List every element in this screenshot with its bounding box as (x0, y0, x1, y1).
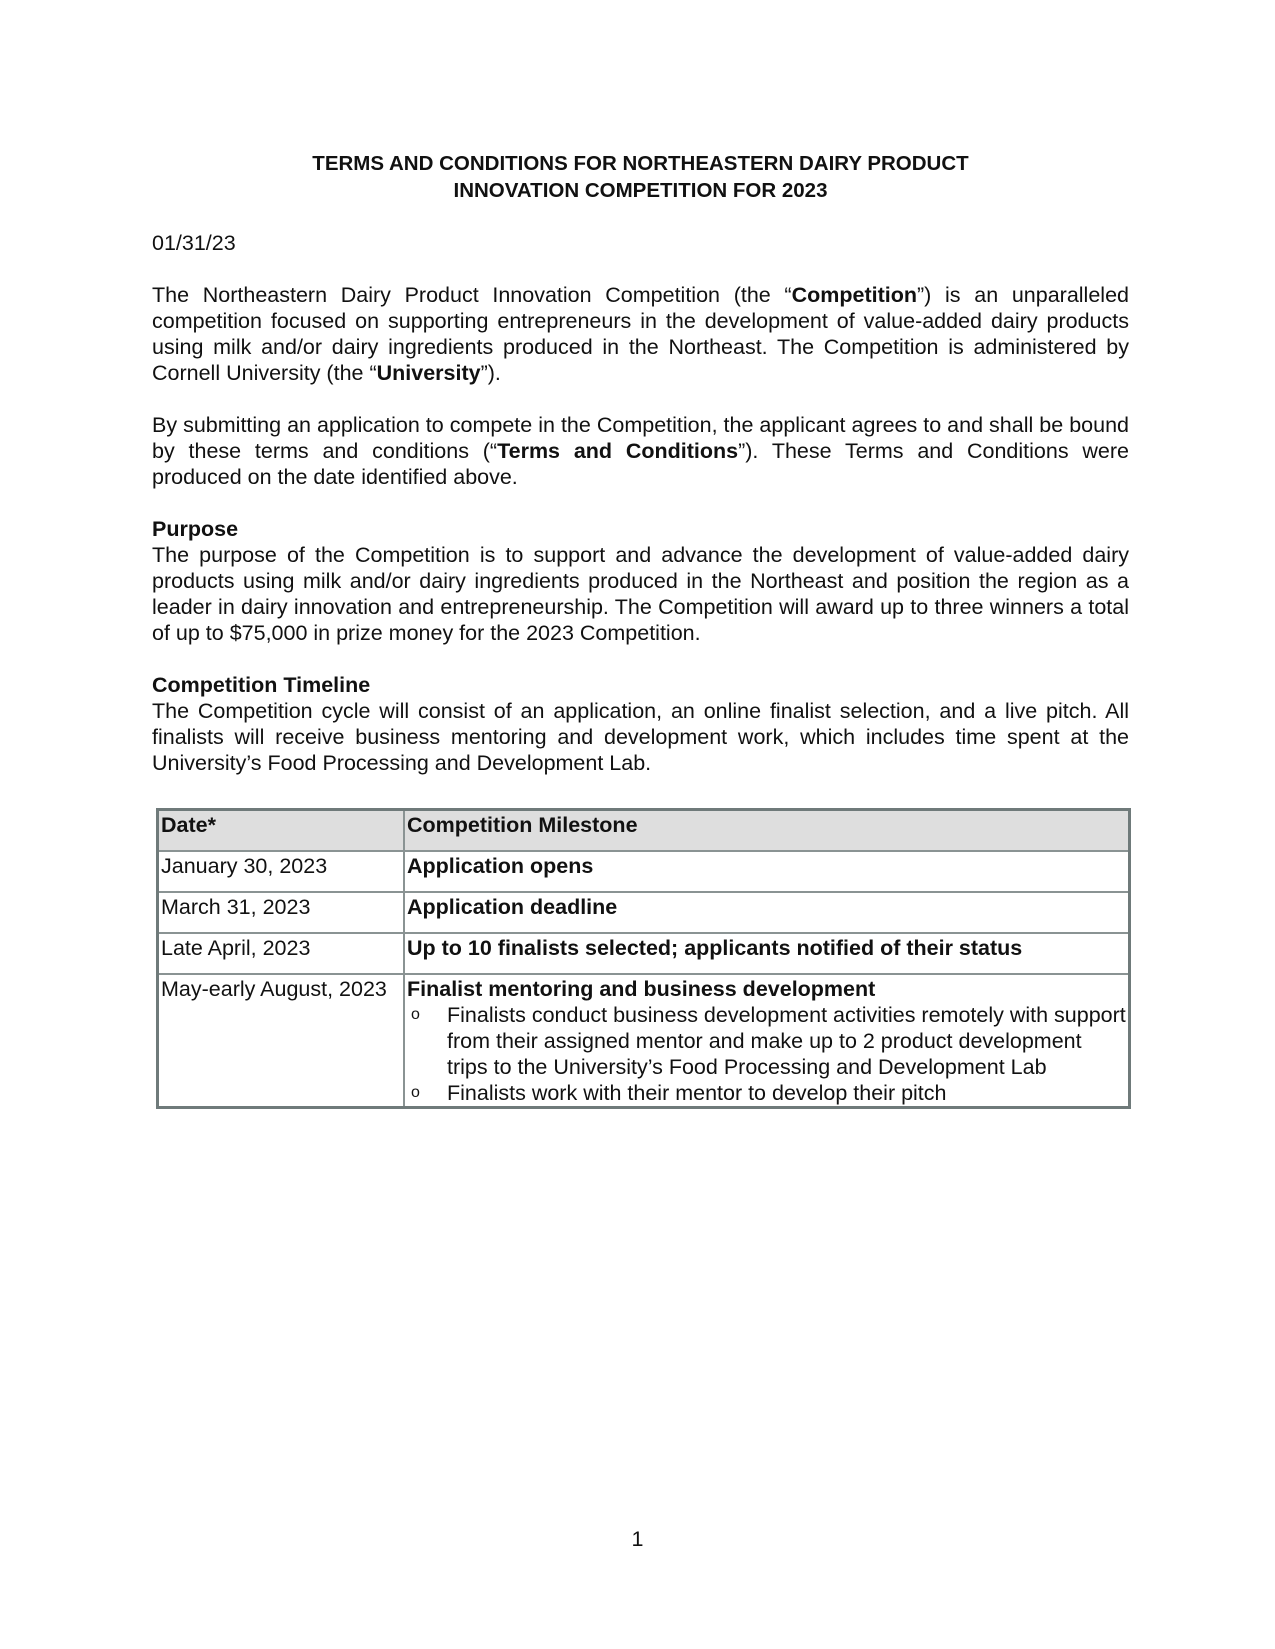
defined-term-university: University (376, 361, 481, 385)
cell-milestone: Application opens (404, 851, 1130, 892)
list-item-text: Finalists work with their mentor to develop their pitch (447, 1081, 947, 1105)
defined-term-competition: Competition (791, 283, 917, 307)
list-item-text: Finalists conduct business development activities remotely with support from their assigned mentor and make up to 2 product development trips to the University’s Food Processing and Development Lab (447, 1003, 1126, 1079)
table-row (158, 933, 1130, 974)
document-title (152, 150, 1129, 204)
hollow-bullet-icon: o (411, 1006, 420, 1023)
page-number: 1 (631, 1527, 644, 1551)
cell-milestone: Application deadline (404, 892, 1130, 933)
defined-term-terms-and-conditions: Terms and Conditions (497, 439, 739, 463)
section-heading-purpose: Purpose (152, 517, 239, 541)
cell-date: January 30, 2023 (158, 851, 405, 892)
text-run: ”) is an unparalleled competition focused on supporting entrepreneurs in the development of value-added dairy products using milk and/or dairy ingredients produced in the Northeast. The Competition is administered by Cornell University (the “ (152, 283, 1129, 385)
column-header-milestone: Competition Milestone (404, 810, 1130, 852)
section-heading-timeline: Competition Timeline (152, 673, 371, 697)
text-run: By submitting an application to compete in the Competition, the applicant agrees to and shall be bound by these terms and conditions (“ (152, 413, 1129, 463)
timeline-table (156, 808, 1131, 1109)
text-run: ”). (480, 361, 501, 385)
table-row (158, 892, 1130, 933)
document-page (152, 150, 1129, 776)
timeline-paragraph: The Competition cycle will consist of an application, an online finalist selection, and a live pitch. All finalists will receive business mentoring and development work, which includes time spent at the University’s Food Processing and Development Lab. (152, 699, 1129, 775)
title-line-2: INNOVATION COMPETITION FOR 2023 (453, 179, 828, 202)
cell-milestone (404, 974, 1130, 1108)
hollow-bullet-icon: o (411, 1084, 420, 1101)
list-item (407, 1002, 1126, 1080)
table-header-row (158, 810, 1130, 852)
text-run: The Northeastern Dairy Product Innovation Competition (the “ (152, 283, 792, 307)
milestone-sub-list (407, 1002, 1126, 1106)
document-date: 01/31/23 (152, 231, 236, 255)
column-header-date: Date* (158, 810, 405, 852)
milestone-title: Finalist mentoring and business development (407, 977, 876, 1001)
cell-date: May-early August, 2023 (158, 974, 405, 1108)
table-row (158, 974, 1130, 1108)
cell-date: Late April, 2023 (158, 933, 405, 974)
purpose-paragraph: The purpose of the Competition is to support and advance the development of value-added dairy products using milk and/or dairy ingredients produced in the Northeast and position the region as a leader in dairy innovation and entrepreneurship. The Competition will award up to three winners a total of up to $75,000 in prize money for the 2023 Competition. (152, 543, 1129, 645)
intro-paragraph-2 (152, 412, 1129, 490)
list-item (407, 1080, 1126, 1106)
title-line-1: TERMS AND CONDITIONS FOR NORTHEASTERN DAIRY PRODUCT (312, 152, 969, 175)
table-row (158, 851, 1130, 892)
text-run: ”). These Terms and Conditions were produced on the date identified above. (152, 439, 1129, 489)
cell-milestone: Up to 10 finalists selected; applicants notified of their status (404, 933, 1130, 974)
intro-paragraph-1 (152, 282, 1129, 386)
cell-date: March 31, 2023 (158, 892, 405, 933)
